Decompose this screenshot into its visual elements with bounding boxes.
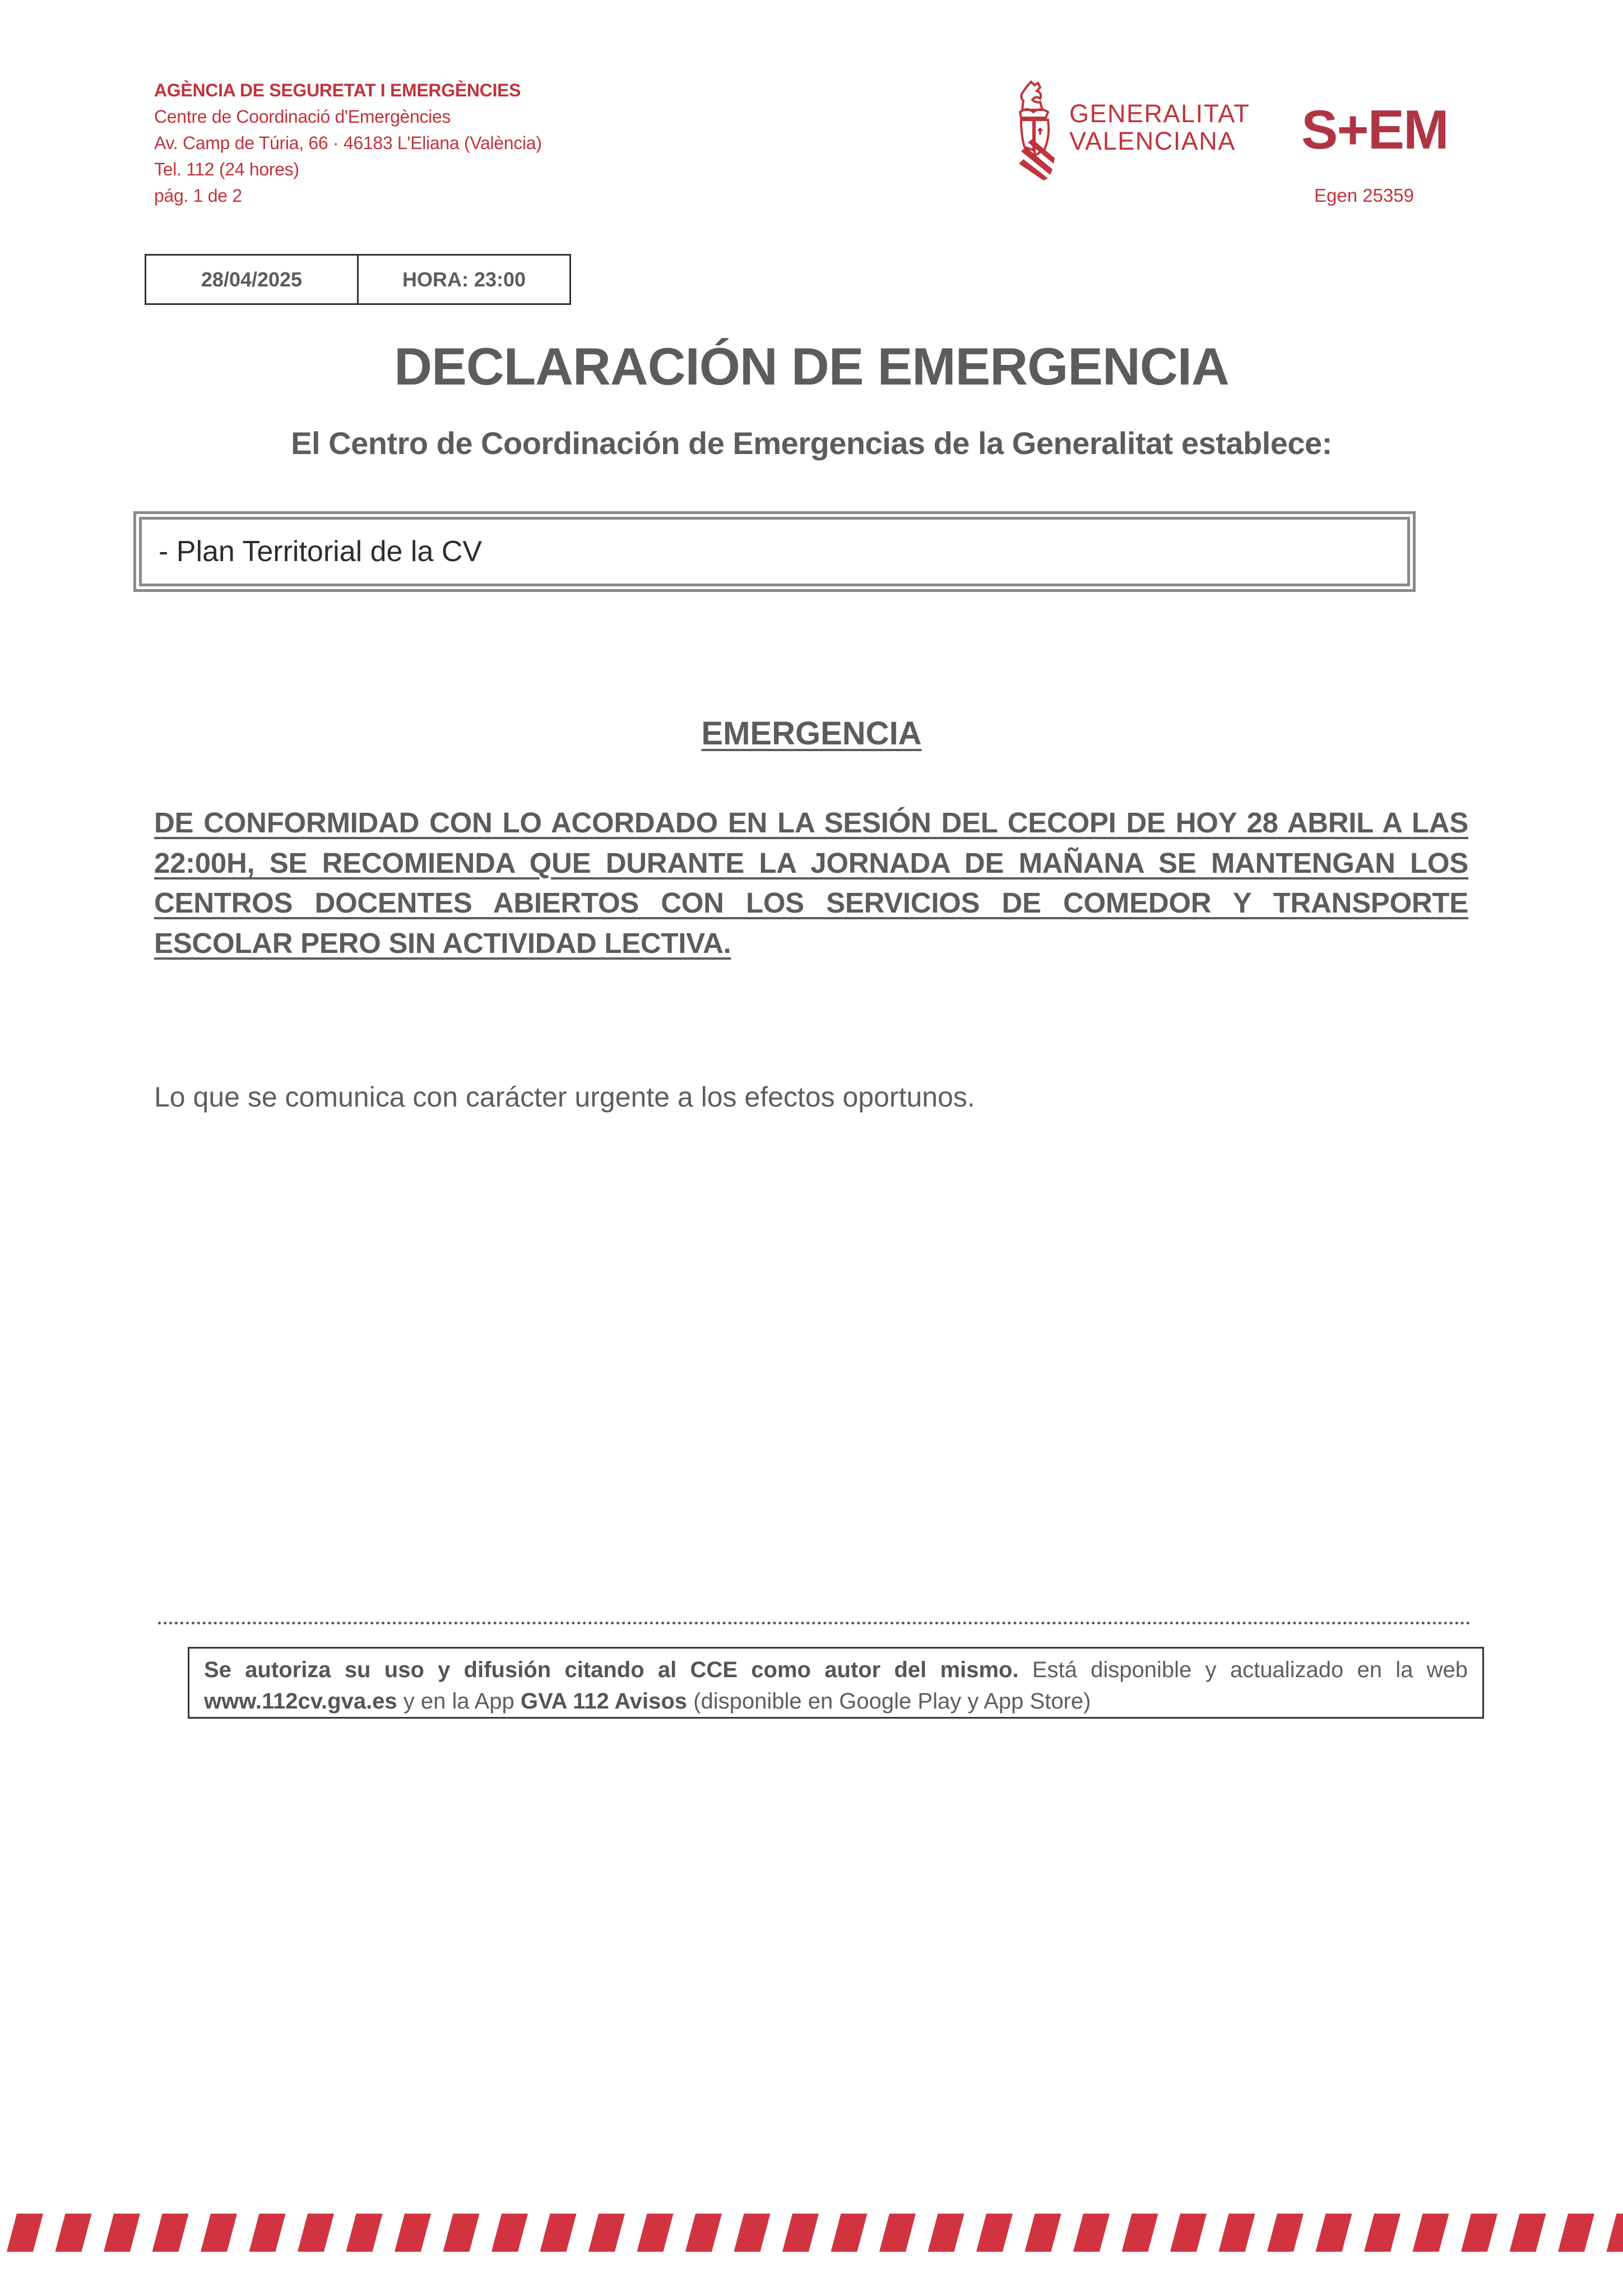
phone: Tel. 112 (24 hores) xyxy=(154,159,299,179)
footer-text: (disponible en Google Play y App Store) xyxy=(687,1689,1091,1714)
plan-name: - Plan Territorial de la CV xyxy=(159,535,483,568)
page-subtitle: El Centro de Coordinación de Emergencias de la Generalitat establece: xyxy=(291,425,1332,461)
footer-web-link[interactable]: www.112cv.gva.es xyxy=(204,1689,397,1714)
time-value: HORA: 23:00 xyxy=(357,256,569,303)
hazard-stripe-band xyxy=(0,2211,1623,2256)
date-time-box xyxy=(145,254,571,305)
footer-notice xyxy=(188,1647,1484,1719)
gva-logo-text xyxy=(1069,100,1250,155)
page-indicator: pág. 1 de 2 xyxy=(154,186,242,206)
declaration-body: DE CONFORMIDAD CON LO ACORDADO EN LA SESIÓN DEL CECOPI DE HOY 28 ABRIL A LAS 22:00H, SE RECOMIENDA QUE DURANTE LA JORNADA DE MAÑANA SE MANTENGAN LOS CENTROS DOCENTES ABIERTOS CON LOS SERVICIOS DE COMEDOR Y TRANSPORTE ESCOLAR PERO SIN ACTIVIDAD LECTIVA. xyxy=(154,807,1468,959)
emergency-level-label: EMERGENCIA xyxy=(701,715,922,752)
footer-text: y en la App xyxy=(397,1689,521,1714)
coat-of-arms-icon xyxy=(1015,80,1060,180)
footer-authorization: Se autoriza su uso y difusión citando al CCE como autor del mismo. xyxy=(204,1658,1019,1682)
sem-logo: S+EM xyxy=(1301,99,1448,160)
gva-line1: GENERALITAT xyxy=(1069,99,1250,128)
plan-box xyxy=(133,511,1416,592)
emergency-level xyxy=(0,715,1623,752)
date-value: 28/04/2025 xyxy=(201,267,303,291)
center-name: Centre de Coordinació d'Emergències xyxy=(154,107,451,127)
footer-text: Está disponible y actualizado en la web xyxy=(1018,1658,1468,1682)
gva-line2: VALENCIANA xyxy=(1069,127,1236,155)
footer-app-name: GVA 112 Avisos xyxy=(520,1689,688,1714)
address: Av. Camp de Túria, 66 · 46183 L'Eliana (València) xyxy=(154,133,542,153)
dotted-divider xyxy=(158,1622,1471,1624)
plan-box-inner xyxy=(139,517,1410,586)
reference-number: Egen 25359 xyxy=(1314,185,1415,206)
page-title: DECLARACIÓN DE EMERGENCIA xyxy=(394,337,1229,396)
closing-statement: Lo que se comunica con carácter urgente a los efectos oportunos. xyxy=(154,1081,975,1113)
agency-name: AGÈNCIA DE SEGURETAT I EMERGÈNCIES xyxy=(154,80,521,100)
org-address-block xyxy=(154,77,542,209)
